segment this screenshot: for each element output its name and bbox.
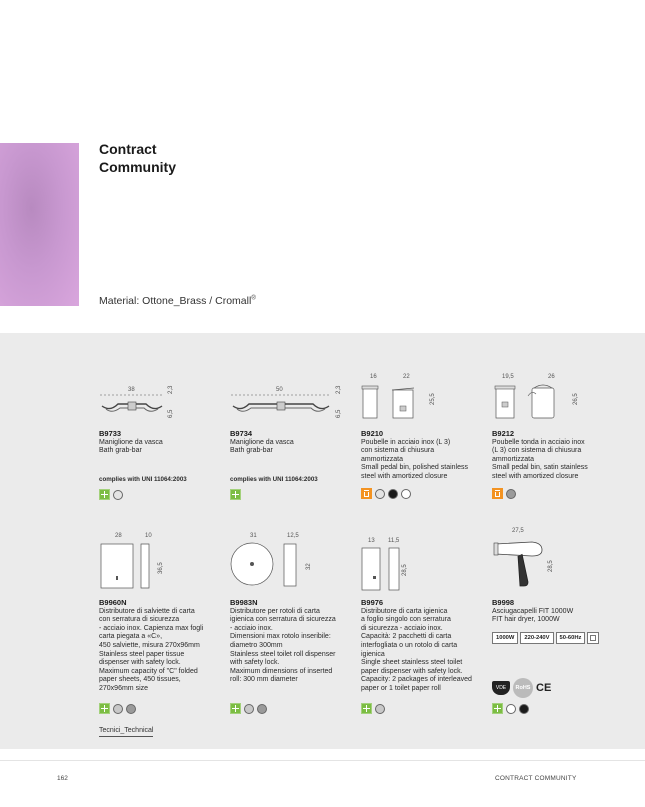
material-label xyxy=(99,295,256,307)
finish-icons xyxy=(361,703,385,714)
desc-line: Bath grab-bar xyxy=(230,447,273,455)
toilet-paper-dispenser-drawing xyxy=(361,546,405,592)
desc-line: di sicurezza - acciaio inox. xyxy=(361,624,443,632)
finish-icons xyxy=(492,703,529,714)
product-code: B9212 xyxy=(492,429,515,438)
dim-depth: 6,5 xyxy=(336,409,342,418)
desc-line: paper sheets, 450 tissues, xyxy=(99,676,181,684)
product-card-b9733 xyxy=(99,430,224,484)
desc-line: roll: 300 mm diameter xyxy=(230,676,298,684)
pedal-bin-icon xyxy=(492,488,503,499)
desc-line: Stainless steel toilet roll dispenser xyxy=(230,650,336,658)
material-text: Material: Ottone_Brass / Cromall xyxy=(99,295,252,307)
desc-line: Stainless steel paper tissue xyxy=(99,650,185,658)
desc-line: paper or 1 toilet paper roll xyxy=(361,684,441,692)
cromall-finish-icon xyxy=(492,703,503,714)
technical-section-label: Tecnici_Technical xyxy=(99,727,153,737)
desc-line: Small pedal bin, polished stainless xyxy=(361,464,469,472)
desc-line: Dimensioni max rotolo inseribile: xyxy=(230,633,331,641)
desc-line: paper dispenser with safety lock. xyxy=(361,667,463,675)
desc-line: Poubelle tonda in acciaio inox xyxy=(492,438,585,446)
finish-icons xyxy=(361,488,411,499)
dim-height: 32 xyxy=(306,563,312,570)
desc-line: igienica con serratura di sicurezza xyxy=(230,616,336,624)
desc-line: interfogliata o un rotolo di carta xyxy=(361,641,458,649)
desc-line: Bath grab-bar xyxy=(99,447,142,455)
desc-line: Maniglione da vasca xyxy=(99,438,163,446)
dim-width: 50 xyxy=(276,387,283,393)
desc-line: Distributore per rotoli di carta xyxy=(230,607,320,615)
dim-width: 38 xyxy=(128,387,135,393)
dim-height: 28,5 xyxy=(548,560,554,572)
desc-line: Asciugacapelli FIT 1000W xyxy=(492,607,574,615)
footer-divider xyxy=(0,760,645,761)
dim-b: 26 xyxy=(548,374,555,380)
desc-line: Maniglione da vasca xyxy=(230,438,294,446)
title-line-1: Contract xyxy=(99,141,157,157)
finish-icons xyxy=(492,488,516,499)
desc-line: Distributore di salviette di carta xyxy=(99,607,195,615)
desc-line: a foglio singolo con serratura xyxy=(361,616,451,624)
desc-line: (L 3) con sistema di chiusura xyxy=(492,447,582,455)
dim-a: 28 xyxy=(115,533,122,539)
product-code: B9983N xyxy=(230,598,258,607)
cromall-finish-icon xyxy=(230,703,241,714)
desc-line: with safety lock. xyxy=(230,659,280,667)
product-description xyxy=(230,439,355,456)
hair-dryer-drawing xyxy=(492,534,552,590)
finish-icons xyxy=(99,703,136,714)
dim-b: 11,5 xyxy=(388,538,400,544)
round-bin-drawing xyxy=(492,380,572,422)
finish-icons xyxy=(99,489,123,500)
dim-depth: 6,5 xyxy=(168,409,174,418)
desc-line: 270x96mm size xyxy=(99,684,149,692)
product-card-b9998 xyxy=(492,599,617,625)
desc-line: Maximum capacity of "C" folded xyxy=(99,667,198,675)
frequency-badge: 50-60Hz xyxy=(556,632,586,644)
desc-line: Single sheet stainless steel toilet xyxy=(361,659,463,667)
product-description xyxy=(361,608,486,694)
dim-height: 28,5 xyxy=(402,564,408,576)
product-card-b9976 xyxy=(361,599,486,694)
dim-height: 2,3 xyxy=(168,385,174,394)
desc-line: - acciaio inox. Capienza max fogli xyxy=(99,624,204,632)
tissue-dispenser-drawing xyxy=(99,542,157,592)
color-swatch xyxy=(0,143,79,306)
product-code: B9734 xyxy=(230,429,253,438)
dim-a: 16 xyxy=(370,374,377,380)
dim-height: 26,5 xyxy=(573,393,579,405)
vde-icon: VDE xyxy=(492,681,510,695)
compliance-note: complies with UNI 11064:2003 xyxy=(230,475,318,483)
product-code: B9733 xyxy=(99,429,122,438)
cromall-finish-icon xyxy=(99,703,110,714)
finish-dot-white xyxy=(506,704,516,714)
page-number: 162 xyxy=(57,775,68,782)
double-insulation-icon xyxy=(587,632,599,644)
finish-dot-chrome xyxy=(244,704,254,714)
rohs-icon: RoHS xyxy=(513,678,533,698)
certifications xyxy=(492,678,551,698)
desc-line: carta piegata a «C», xyxy=(99,633,163,641)
desc-line: Distributore di carta igienica xyxy=(361,607,448,615)
product-code: B9960N xyxy=(99,598,127,607)
dim-height: 36,5 xyxy=(158,562,164,574)
desc-line: diametro 300mm xyxy=(230,641,283,649)
product-code: B9998 xyxy=(492,598,515,607)
desc-line: ammortizzata xyxy=(361,455,404,463)
desc-line: 450 salviette, misura 270x96mm xyxy=(99,641,200,649)
ce-mark-icon: CE xyxy=(536,682,552,694)
desc-line: con sistema di chiusura xyxy=(361,447,435,455)
dim-b: 22 xyxy=(403,374,410,380)
power-badge: 1000W xyxy=(492,632,518,644)
desc-line: Capacity: 2 packages of interleaved xyxy=(361,676,472,684)
product-description xyxy=(99,608,224,694)
dim-b: 12,5 xyxy=(287,533,299,539)
finish-icons xyxy=(230,489,241,500)
desc-line: con serratura di sicurezza xyxy=(99,616,180,624)
desc-line: igienica xyxy=(361,650,385,658)
cromall-finish-icon xyxy=(99,489,110,500)
compliance-note: complies with UNI 11064:2003 xyxy=(99,475,187,483)
dim-a: 27,5 xyxy=(512,528,524,534)
finish-dot-chrome xyxy=(113,704,123,714)
finish-dot-white xyxy=(401,489,411,499)
finish-dot-black xyxy=(519,704,529,714)
dim-height: 2,3 xyxy=(336,385,342,394)
finish-dot-chrome xyxy=(375,489,385,499)
pedal-bin-drawing xyxy=(361,382,427,422)
finish-dot-satin xyxy=(126,704,136,714)
finish-icons xyxy=(230,703,267,714)
spec-badges xyxy=(492,632,599,644)
title-line-2: Community xyxy=(99,159,176,175)
desc-line: steel with amortized closure xyxy=(361,472,448,480)
product-description xyxy=(230,608,355,685)
desc-line: - acciaio inox. xyxy=(230,624,273,632)
desc-line: Small pedal bin, satin stainless xyxy=(492,464,588,472)
voltage-badge: 220-240V xyxy=(520,632,553,644)
cromall-finish-icon xyxy=(230,489,241,500)
product-card-b9212 xyxy=(492,430,617,482)
desc-line: Maximum dimensions of inserted xyxy=(230,667,333,675)
dim-height: 25,5 xyxy=(430,393,436,405)
dim-a: 31 xyxy=(250,533,257,539)
grab-bar-drawing xyxy=(98,390,168,420)
desc-line: FIT hair dryer, 1000W xyxy=(492,616,560,624)
finish-dot-chrome xyxy=(375,704,385,714)
dim-a: 19,5 xyxy=(502,374,514,380)
grab-bar-drawing xyxy=(229,390,334,420)
finish-dot-satin xyxy=(257,704,267,714)
finish-dot-satin xyxy=(506,489,516,499)
product-description xyxy=(492,439,617,482)
product-code: B9976 xyxy=(361,598,384,607)
roll-dispenser-drawing xyxy=(230,540,306,590)
product-description xyxy=(99,439,224,456)
finish-dot-chrome xyxy=(113,490,123,500)
cromall-finish-icon xyxy=(361,703,372,714)
finish-dot-black xyxy=(388,489,398,499)
product-description xyxy=(492,608,617,625)
page-title xyxy=(99,140,176,176)
desc-line: Capacità: 2 pacchetti di carta xyxy=(361,633,452,641)
desc-line: Poubelle in acciaio inox (L 3) xyxy=(361,438,451,446)
dim-a: 13 xyxy=(368,538,375,544)
desc-line: steel with amortized closure xyxy=(492,472,579,480)
section-name: CONTRACT COMMUNITY xyxy=(495,775,577,782)
registered-mark: ® xyxy=(251,295,256,302)
product-card-b9983n xyxy=(230,599,355,685)
product-card-b9210 xyxy=(361,430,486,482)
pedal-bin-icon xyxy=(361,488,372,499)
desc-line: ammortizzata xyxy=(492,455,535,463)
dim-b: 10 xyxy=(145,533,152,539)
product-card-b9734 xyxy=(230,430,355,484)
product-code: B9210 xyxy=(361,429,384,438)
product-card-b9960n xyxy=(99,599,224,694)
product-description xyxy=(361,439,486,482)
desc-line: dispenser with safety lock. xyxy=(99,659,181,667)
